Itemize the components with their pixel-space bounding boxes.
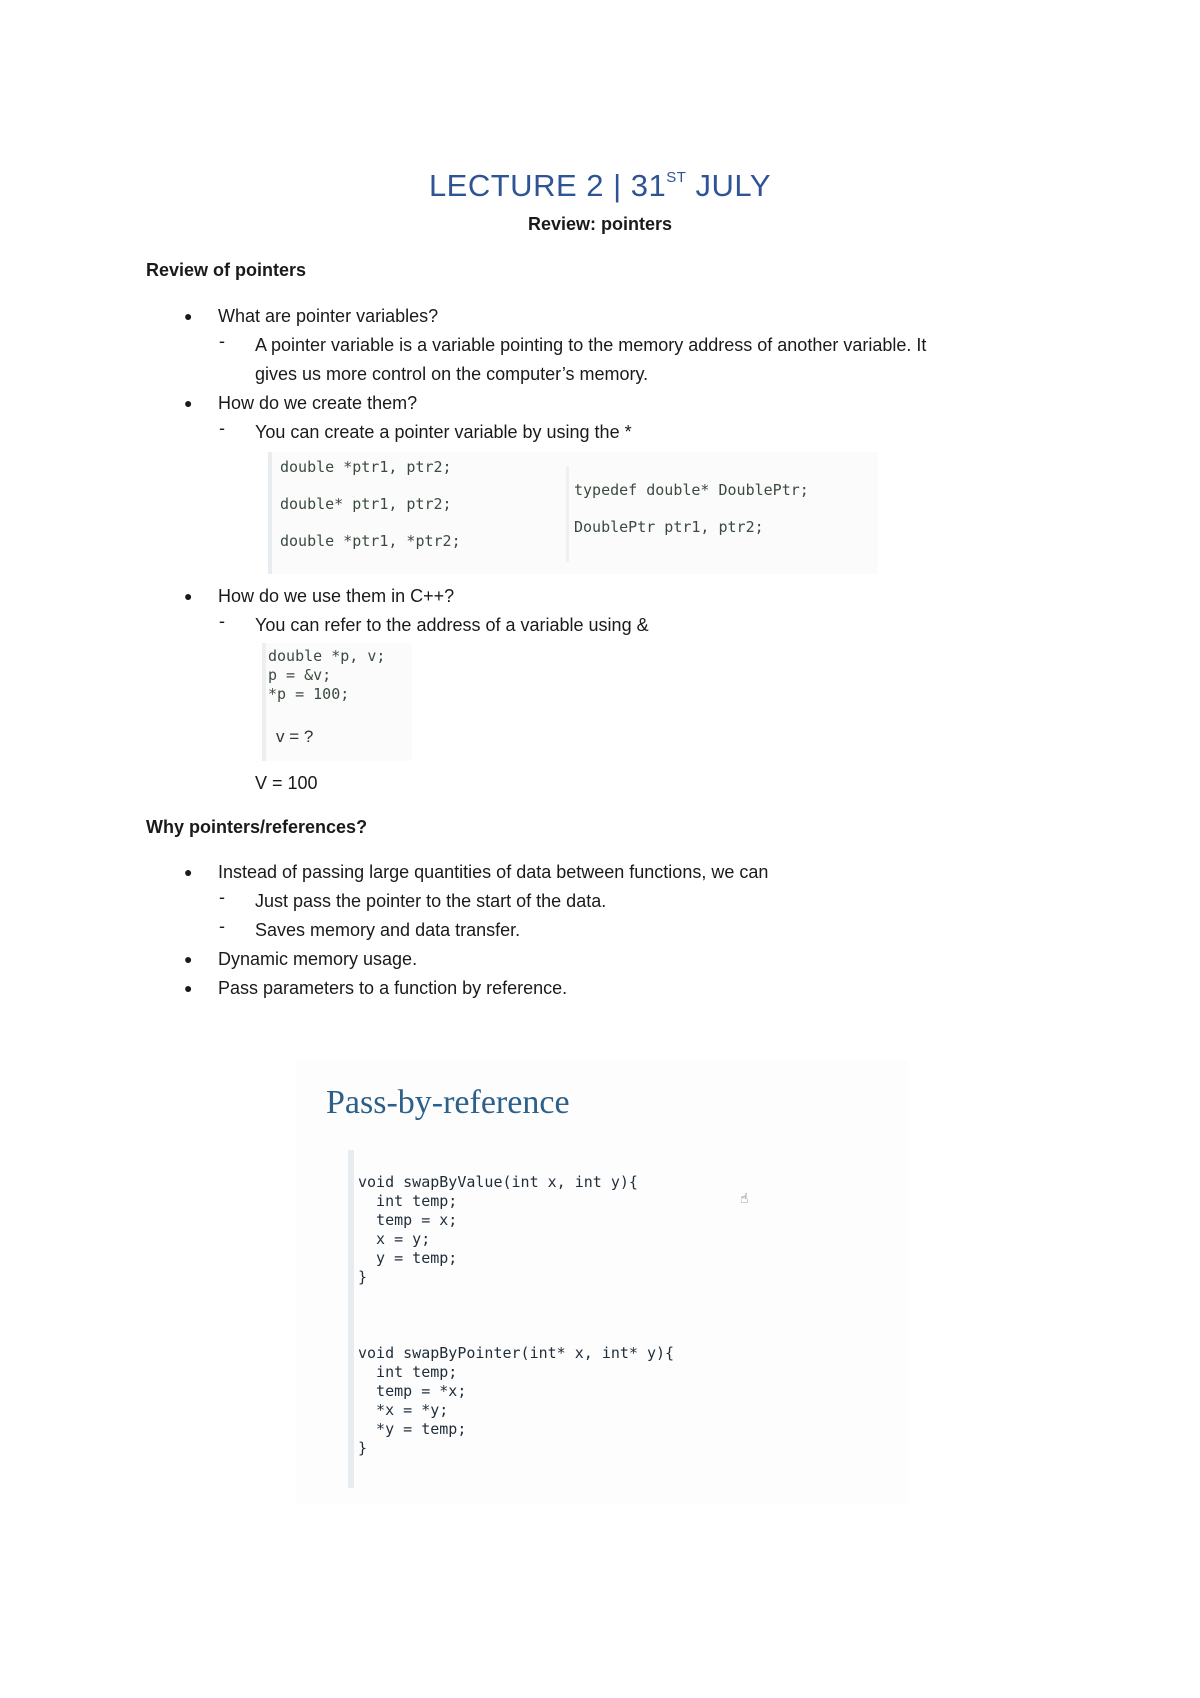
code-line: y = temp; <box>358 1249 458 1267</box>
code-line: void swapByPointer(int* x, int* y){ <box>358 1344 675 1362</box>
dash-icon: - <box>219 418 225 438</box>
bullet-icon: ● <box>184 308 193 324</box>
code-line: p = &v; <box>268 666 332 684</box>
dash-icon: - <box>219 887 225 907</box>
code-line: } <box>358 1268 368 1286</box>
code-line: double *ptr1, *ptr2; <box>280 532 461 550</box>
code-line: double *p, v; <box>268 647 386 665</box>
code-line: int temp; <box>358 1192 458 1210</box>
answer-line-1: A pointer variable is a variable pointing to the memory address of another variable. It <box>255 335 927 355</box>
code-line: temp = x; <box>358 1211 458 1229</box>
question-use: How do we use them in C++? <box>218 586 455 606</box>
bullet-icon: ● <box>184 864 193 880</box>
answer-line-2: gives us more control on the computer’s memory. <box>255 364 649 384</box>
code-gutter <box>348 1150 354 1488</box>
dash-icon: - <box>219 916 225 936</box>
dash-icon: - <box>219 331 225 351</box>
question-pointer-variables: What are pointer variables? <box>218 306 439 326</box>
answer-use: You can refer to the address of a variable using & <box>255 615 649 635</box>
bullet-icon: ● <box>184 951 193 967</box>
code-line: x = y; <box>358 1230 431 1248</box>
code-line: } <box>358 1439 368 1457</box>
reason-sub-memory: Saves memory and data transfer. <box>255 920 521 940</box>
page-subtitle: Review: pointers <box>527 214 673 234</box>
code-gutter <box>566 466 569 562</box>
reason-dynamic: Dynamic memory usage. <box>218 949 418 969</box>
code-line: int temp; <box>358 1363 458 1381</box>
code-line: *x = *y; <box>358 1401 449 1419</box>
bullet-icon: ● <box>184 395 193 411</box>
answer-create: You can create a pointer variable by using the * <box>255 422 632 442</box>
code-line: double *ptr1, ptr2; <box>280 458 452 476</box>
question-create: How do we create them? <box>218 393 418 413</box>
answer-value: V = 100 <box>255 773 318 793</box>
code-line: *y = temp; <box>358 1420 467 1438</box>
reason-reference: Pass parameters to a function by reference. <box>218 978 568 998</box>
code-image-declarations <box>268 452 878 574</box>
section-heading-review: Review of pointers <box>146 260 307 280</box>
bullet-icon: ● <box>184 588 193 604</box>
code-question: v = ? <box>276 727 314 746</box>
code-line: *p = 100; <box>268 685 350 703</box>
bullet-icon: ● <box>184 980 193 996</box>
code-gutter <box>262 643 266 761</box>
slide-image-pass-by-reference <box>296 1060 908 1505</box>
dash-icon: - <box>219 611 225 631</box>
code-line: temp = *x; <box>358 1382 467 1400</box>
slide-title: Pass-by-reference <box>326 1084 570 1121</box>
code-gutter <box>268 452 272 574</box>
section-heading-why: Why pointers/references? <box>146 817 368 837</box>
reason-sub-pointer: Just pass the pointer to the start of the data. <box>255 891 607 911</box>
cursor-icon: ☝ <box>740 1190 749 1206</box>
reason-passing-data: Instead of passing large quantities of data between functions, we can <box>218 862 769 882</box>
code-line: typedef double* DoublePtr; <box>574 481 809 499</box>
code-line: DoublePtr ptr1, ptr2; <box>574 518 764 536</box>
code-line: double* ptr1, ptr2; <box>280 495 452 513</box>
code-line: void swapByValue(int x, int y){ <box>358 1173 638 1191</box>
page-title: LECTURE 2 | 31ST JULY <box>428 168 772 203</box>
code-image-usage <box>262 643 412 761</box>
